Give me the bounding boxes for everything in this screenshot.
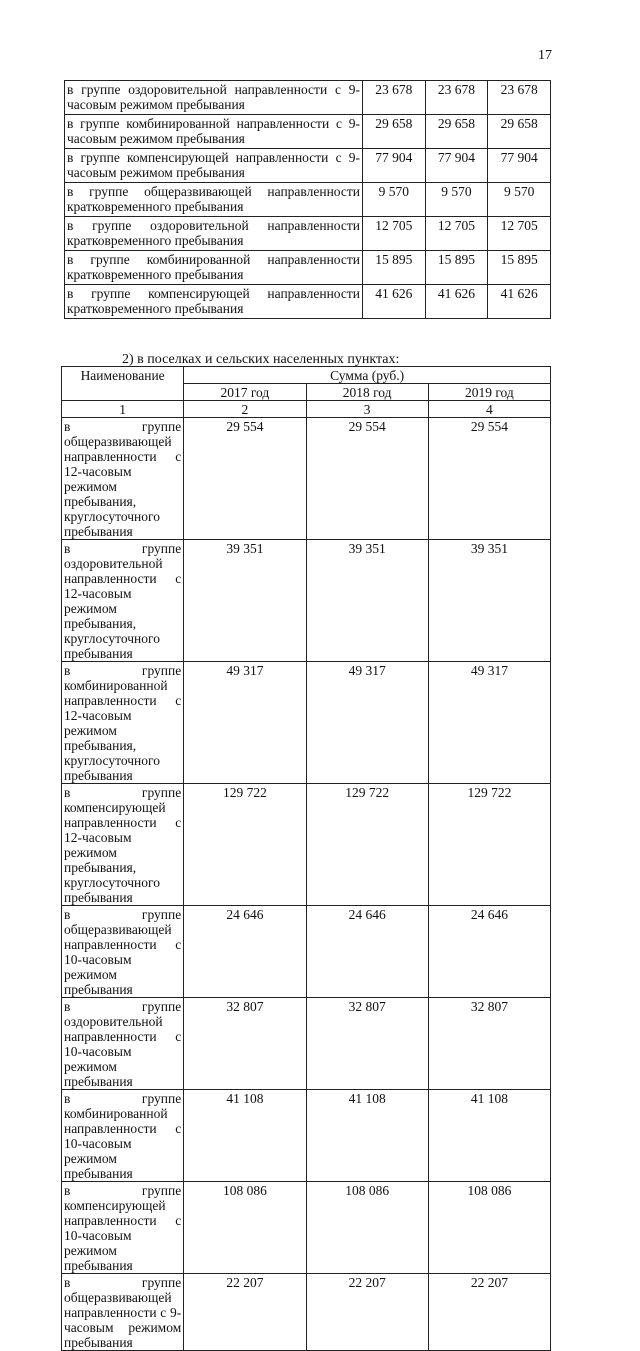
- value-2017: 9 570: [363, 183, 426, 217]
- value-2018: 108 086: [306, 1182, 428, 1274]
- value-2019: 29 658: [488, 115, 551, 149]
- row-name: в группе оздоровительной направленности кратковременного пребывания: [65, 217, 363, 251]
- value-2017: 23 678: [363, 81, 426, 115]
- row-name: в группе компенсирующей направленности с 12-часовым режимом пребывания, круглосуточного пребывания: [62, 784, 184, 906]
- value-2019: 24 646: [428, 906, 550, 998]
- column-number: 2: [184, 401, 306, 418]
- value-2019: 32 807: [428, 998, 550, 1090]
- value-2019: 129 722: [428, 784, 550, 906]
- table-row: [62, 1090, 551, 1182]
- value-2017: 15 895: [363, 251, 426, 285]
- value-2018: 29 658: [425, 115, 488, 149]
- table-row: [65, 251, 551, 285]
- value-2017: 39 351: [184, 540, 306, 662]
- row-name: в группе комбинированной направленности с 10-часовым режимом пребывания: [62, 1090, 184, 1182]
- value-2019: 29 554: [428, 418, 550, 540]
- header-name: Наименование: [62, 367, 184, 401]
- value-2019: 49 317: [428, 662, 550, 784]
- value-2019: 22 207: [428, 1274, 550, 1351]
- value-2018: 12 705: [425, 217, 488, 251]
- value-2017: 24 646: [184, 906, 306, 998]
- value-2017: 22 207: [184, 1274, 306, 1351]
- value-2019: 9 570: [488, 183, 551, 217]
- value-2017: 49 317: [184, 662, 306, 784]
- value-2018: 41 108: [306, 1090, 428, 1182]
- table-row: [65, 149, 551, 183]
- column-number: 1: [62, 401, 184, 418]
- value-2017: 29 554: [184, 418, 306, 540]
- value-2018: 24 646: [306, 906, 428, 998]
- value-2018: 77 904: [425, 149, 488, 183]
- row-name: в группе оздоровительной направленности с 9-часовым режимом пребывания: [65, 81, 363, 115]
- table-row: [65, 115, 551, 149]
- value-2017: 108 086: [184, 1182, 306, 1274]
- row-name: в группе комбинированной направленности кратковременного пребывания: [65, 251, 363, 285]
- value-2018: 129 722: [306, 784, 428, 906]
- header-year-2017: 2017 год: [184, 384, 306, 401]
- row-name: в группе компенсирующей направленности с 10-часовым режимом пребывания: [62, 1182, 184, 1274]
- value-2017: 12 705: [363, 217, 426, 251]
- column-number: 4: [428, 401, 550, 418]
- header-year-2018: 2018 год: [306, 384, 428, 401]
- value-2018: 39 351: [306, 540, 428, 662]
- table-row: [62, 998, 551, 1090]
- table-row: [62, 906, 551, 998]
- table-row: [62, 662, 551, 784]
- row-name: в группе комбинированной направленности с 9-часовым режимом пребывания: [65, 115, 363, 149]
- header-row: [62, 367, 551, 384]
- value-2017: 41 626: [363, 285, 426, 319]
- value-2018: 9 570: [425, 183, 488, 217]
- table-row: [62, 1182, 551, 1274]
- section-caption: 2) в поселках и сельских населенных пунктах:: [122, 352, 400, 367]
- value-2017: 29 658: [363, 115, 426, 149]
- table-row: [62, 784, 551, 906]
- value-2019: 15 895: [488, 251, 551, 285]
- value-2018: 41 626: [425, 285, 488, 319]
- row-name: в группе общеразвивающей направленности кратковременного пребывания: [65, 183, 363, 217]
- row-name: в группе общеразвивающей направленности с 12-часовым режимом пребывания, круглосуточного пребывания: [62, 418, 184, 540]
- value-2019: 39 351: [428, 540, 550, 662]
- table-row: [65, 81, 551, 115]
- value-2019: 41 108: [428, 1090, 550, 1182]
- table-row: [62, 418, 551, 540]
- table-row: [62, 1274, 551, 1351]
- table-row: [62, 540, 551, 662]
- value-2019: 108 086: [428, 1182, 550, 1274]
- row-name: в группе общеразвивающей направленности с 9-часовым режимом пребывания: [62, 1274, 184, 1351]
- value-2018: 23 678: [425, 81, 488, 115]
- row-name: в группе комбинированной направленности с 12-часовым режимом пребывания, круглосуточного пребывания: [62, 662, 184, 784]
- header-year-2019: 2019 год: [428, 384, 550, 401]
- page-number: 17: [538, 48, 552, 63]
- tariff-table-rural: [61, 366, 551, 1351]
- value-2019: 41 626: [488, 285, 551, 319]
- value-2019: 12 705: [488, 217, 551, 251]
- value-2017: 41 108: [184, 1090, 306, 1182]
- row-name: в группе оздоровительной направленности с 12-часовым режимом пребывания, круглосуточного пребывания: [62, 540, 184, 662]
- table-row: [65, 285, 551, 319]
- value-2017: 32 807: [184, 998, 306, 1090]
- value-2018: 22 207: [306, 1274, 428, 1351]
- tariff-table-continuation: [64, 80, 551, 319]
- value-2017: 77 904: [363, 149, 426, 183]
- table-row: [65, 183, 551, 217]
- column-number-row: [62, 401, 551, 418]
- row-name: в группе компенсирующей направленности с 9-часовым режимом пребывания: [65, 149, 363, 183]
- column-number: 3: [306, 401, 428, 418]
- row-name: в группе общеразвивающей направленности с 10-часовым режимом пребывания: [62, 906, 184, 998]
- value-2018: 32 807: [306, 998, 428, 1090]
- value-2019: 23 678: [488, 81, 551, 115]
- value-2018: 49 317: [306, 662, 428, 784]
- row-name: в группе компенсирующей направленности кратковременного пребывания: [65, 285, 363, 319]
- table-row: [65, 217, 551, 251]
- value-2018: 15 895: [425, 251, 488, 285]
- value-2017: 129 722: [184, 784, 306, 906]
- value-2019: 77 904: [488, 149, 551, 183]
- value-2018: 29 554: [306, 418, 428, 540]
- header-sum: Сумма (руб.): [184, 367, 551, 384]
- row-name: в группе оздоровительной направленности с 10-часовым режимом пребывания: [62, 998, 184, 1090]
